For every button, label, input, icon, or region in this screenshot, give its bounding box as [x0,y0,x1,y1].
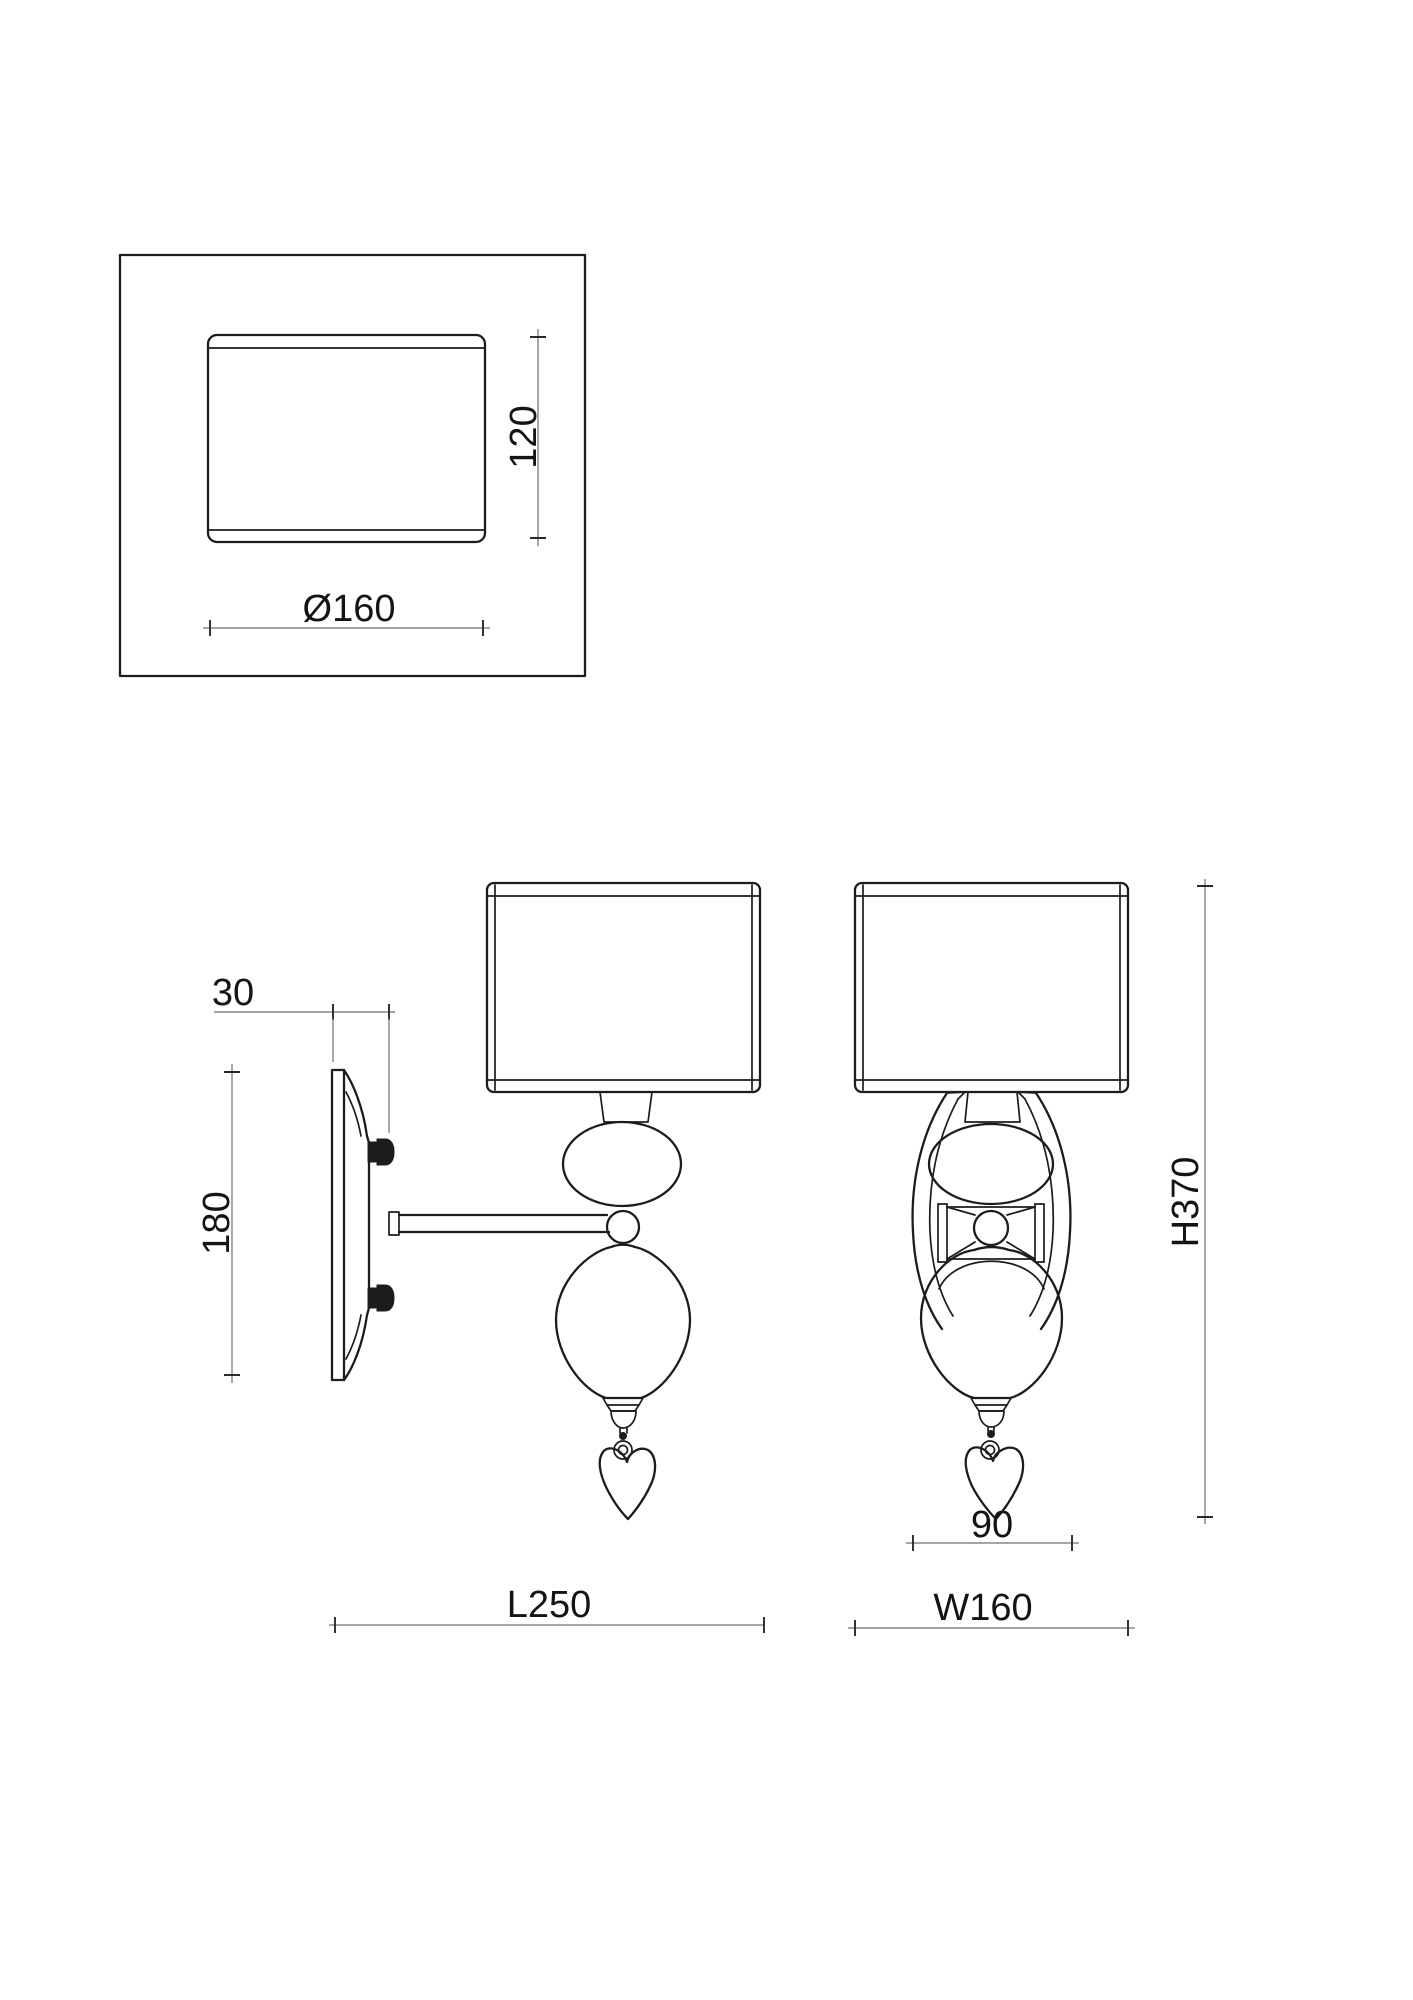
front-sphere [974,1211,1008,1245]
dimension-label-h370: H370 [1165,1156,1207,1248]
top-view [120,255,585,676]
arm-collar [389,1212,399,1235]
dimension-overall-height [1165,879,1213,1524]
dimension-overall-width [848,1587,1135,1636]
side-teardrop-body [556,1245,690,1398]
front-view [848,879,1213,1636]
side-oval-glass [563,1122,681,1206]
front-collar [971,1398,1011,1411]
side-view [196,883,764,1633]
dimension-backplate-height [196,1064,240,1383]
shade-plan-outline [208,335,485,542]
front-center-frame [938,1204,1044,1262]
front-oval-glass [929,1124,1053,1204]
dimension-shade-diameter [203,588,490,636]
mounting-screw-bottom [368,1285,394,1311]
front-teardrop-body [921,1247,1062,1398]
dimension-label-w160: W160 [933,1587,1033,1629]
dimension-label-l250: L250 [506,1584,592,1626]
dimension-body-width [906,1504,1079,1551]
mounting-screw-top [368,1139,394,1165]
dimension-label-90: 90 [970,1504,1014,1546]
dimension-label-30: 30 [211,972,255,1014]
front-neck [965,1092,1020,1122]
side-shade [487,883,760,1092]
dimension-label-d160: Ø160 [302,588,396,630]
front-link-knot [988,1431,995,1438]
wall-plate [332,1070,394,1380]
dimension-wall-offset [212,972,395,1133]
side-finial-dome [611,1411,636,1428]
dimension-shade-height [503,329,546,546]
front-dome-crown-line [939,1261,1044,1289]
side-collar [603,1398,643,1411]
side-sphere [607,1211,639,1243]
wall-plate-back [332,1070,344,1380]
dimension-label-180: 180 [196,1191,238,1255]
side-glass-stack [556,1092,690,1519]
dimension-projection [329,1584,764,1633]
side-link-knot [620,1433,627,1440]
side-heart-pendant [600,1448,655,1519]
side-neck [600,1092,652,1122]
dimension-label-120: 120 [503,405,545,469]
front-glass-body [913,1092,1071,1519]
front-finial-dome [979,1411,1004,1427]
front-shade [855,883,1128,1092]
side-arm [389,1212,609,1235]
